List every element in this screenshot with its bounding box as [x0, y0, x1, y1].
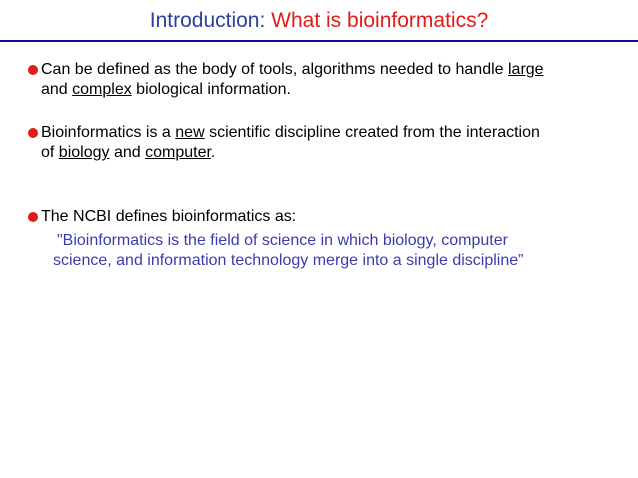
bullet-ncbi-definition: [28, 207, 620, 271]
bullet-text: biological information.: [131, 81, 291, 98]
bullet-line: [41, 143, 620, 163]
bullet-text: The NCBI defines bioinformatics as:: [41, 208, 297, 225]
bullet-text: and: [41, 81, 73, 98]
underlined-word: computer: [145, 144, 211, 161]
underlined-word: new: [175, 124, 205, 141]
slide-title-prefix: Introduction:: [149, 9, 266, 32]
bullet-text: Can be defined as the body of tools, algorithms needed to handle: [41, 61, 508, 78]
slide-title: [0, 7, 638, 35]
underlined-word: biology: [58, 144, 110, 161]
title-divider: [0, 40, 638, 42]
bullet-line: [41, 123, 620, 143]
bullet-text: .: [210, 144, 216, 161]
bullet-definition: [28, 60, 620, 100]
bullet-new-discipline: [28, 123, 620, 163]
bullet-line: [41, 80, 620, 100]
underlined-word: complex: [72, 81, 132, 98]
ncbi-quote-line: "Bioinformatics is the field of science in which biology, computer: [57, 232, 508, 249]
bullet-text: of: [41, 144, 59, 161]
bullet-text: and: [109, 144, 146, 161]
bullet-line: [41, 60, 620, 80]
slide-title-main: What is bioinformatics?: [271, 9, 489, 32]
bullet-text: Bioinformatics is a: [41, 124, 176, 141]
bullet-text: scientific discipline created from the interaction: [204, 124, 540, 141]
ncbi-quote-line: science, and information technology merge into a single discipline”: [53, 252, 524, 269]
underlined-word: large: [508, 61, 544, 78]
